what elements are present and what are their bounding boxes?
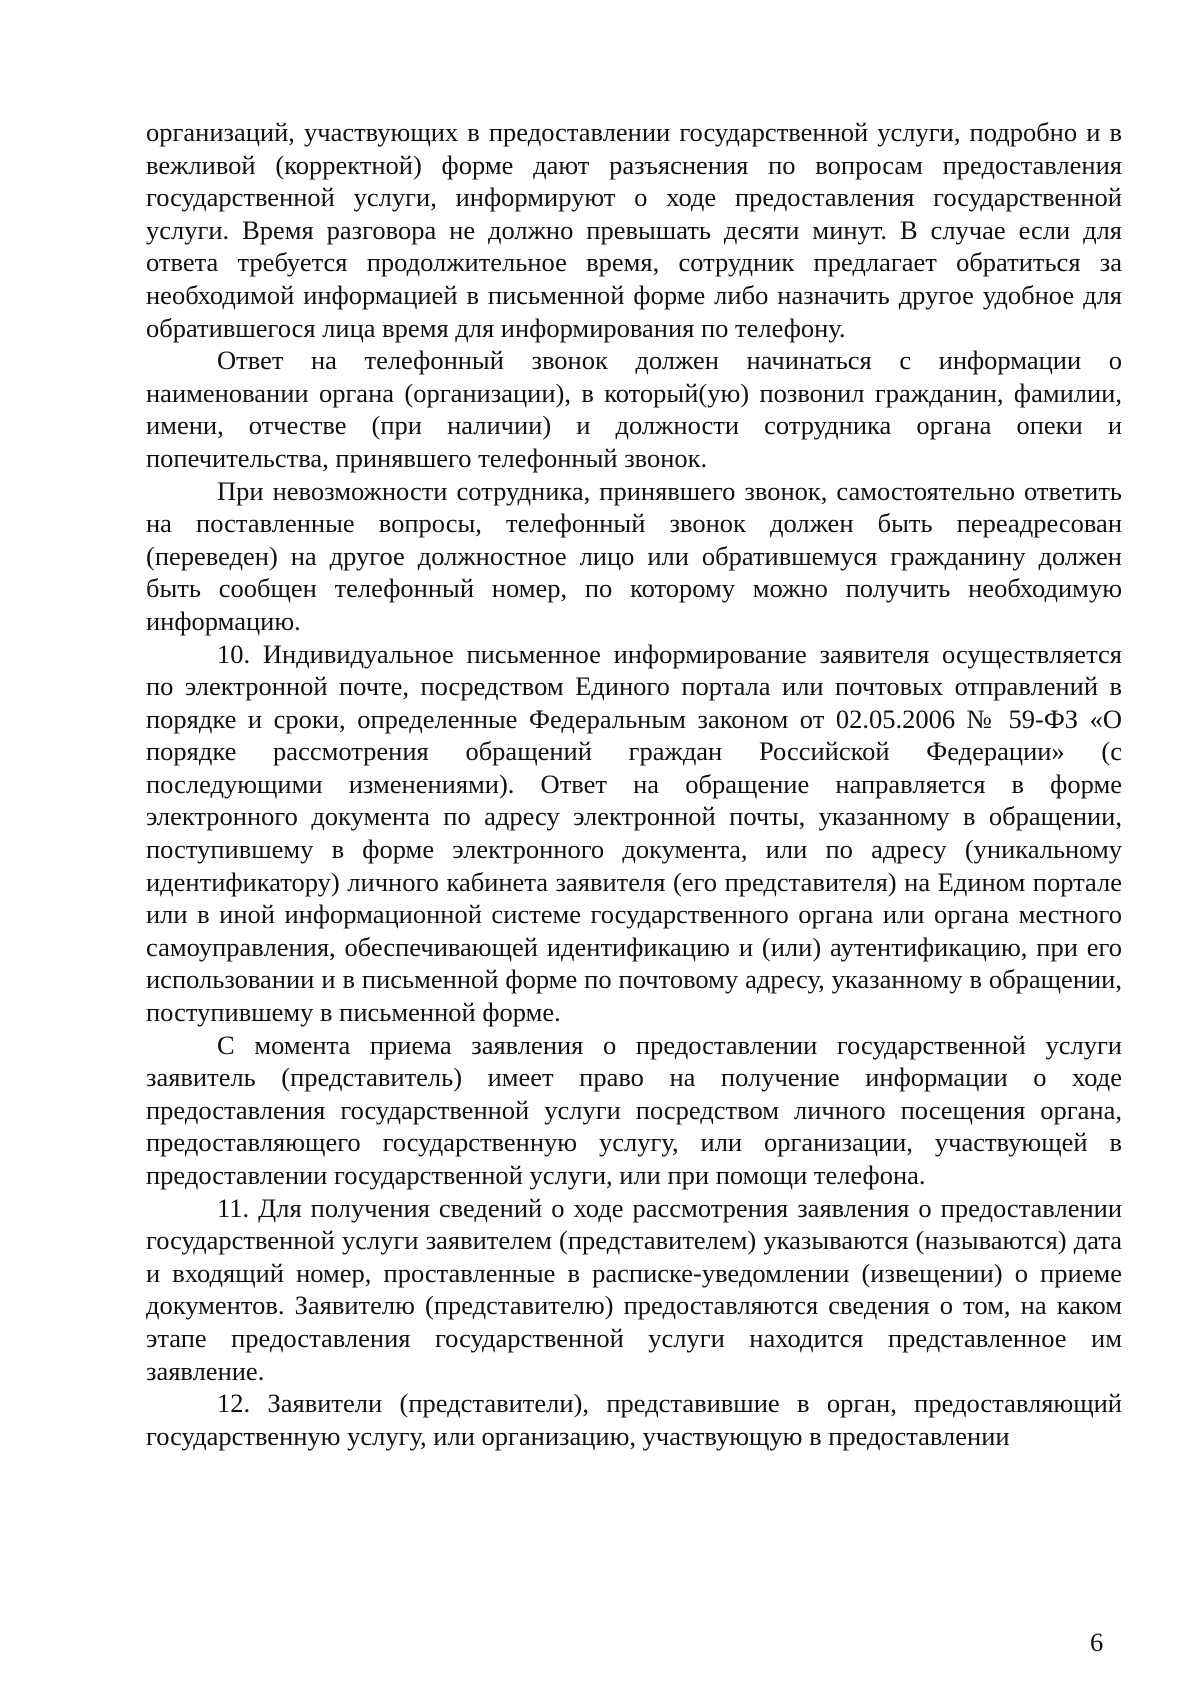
paragraph-5: С момента приема заявления о предоставлении государственной услуги заявитель (представитель) имеет право на получение информации о ходе предоставления государственной услуги посредством личного посещения органа, предоставляющего государственную услугу, или организации, участвующей в предоставлении государственной услуги, или при помощи телефона. bbox=[146, 1029, 1122, 1190]
document-body bbox=[146, 116, 1122, 1452]
paragraph-1: организаций, участвующих в предоставлении государственной услуги, подробно и в вежливой (корректной) форме дают разъяснения по вопросам предоставления государственной услуги, информируют о ходе предоставления государственной услуги. Время разговора не должно превышать десяти минут. В случае если для ответа требуется продолжительное время, сотрудник предлагает обратиться за необходимой информацией в письменной форме либо назначить другое удобное для обратившегося лица время для информирования по телефону. bbox=[146, 117, 1122, 343]
paragraph-6-item-11: 11. Для получения сведений о ходе рассмотрения заявления о предоставлении государственной услуги заявителем (представителем) указываются (называются) дата и входящий номер, проставленные в расписке-уведомлении (извещении) о приеме документов. Заявителю (представителю) предоставляются сведения о том, на каком этапе предоставления государственной услуги находится представленное им заявление. bbox=[146, 1192, 1122, 1386]
page-number: 6 bbox=[1090, 1627, 1104, 1657]
paragraph-4-item-10: 10. Индивидуальное письменное информирование заявителя осуществляется по электронной почте, посредством Единого портала или почтовых отправлений в порядке и сроки, определенные Федеральным законом от 02.05.2006 № 59-ФЗ «О порядке рассмотрения обращений граждан Российской Федерации» (с последующими изменениями). Ответ на обращение направляется в форме электронного документа по адресу электронной почты, указанному в обращении, поступившему в форме электронного документа, или по адресу (уникальному идентификатору) личного кабинета заявителя (его представителя) на Едином портале или в иной информационной системе государственного органа или органа местного самоуправления, обеспечивающей идентификацию и (или) аутентификацию, при его использовании и в письменной форме по почтовому адресу, указанному в обращении, поступившему в письменной форме. bbox=[146, 638, 1122, 1028]
paragraph-3: При невозможности сотрудника, принявшего звонок, самостоятельно ответить на поставленные вопросы, телефонный звонок должен быть переадресован (переведен) на другое должностное лицо или обратившемуся гражданину должен быть сообщен телефонный номер, по которому можно получить необходимую информацию. bbox=[146, 475, 1122, 636]
paragraph-2: Ответ на телефонный звонок должен начинаться с информации о наименовании органа (организации), в который(ую) позвонил гражданин, фамилии, имени, отчестве (при наличии) и должности сотрудника органа опеки и попечительства, принявшего телефонный звонок. bbox=[146, 345, 1122, 473]
paragraph-7-item-12: 12. Заявители (представители), представившие в орган, предоставляющий государственную услугу, или организацию, участвующую в предоставлении bbox=[146, 1388, 1122, 1451]
